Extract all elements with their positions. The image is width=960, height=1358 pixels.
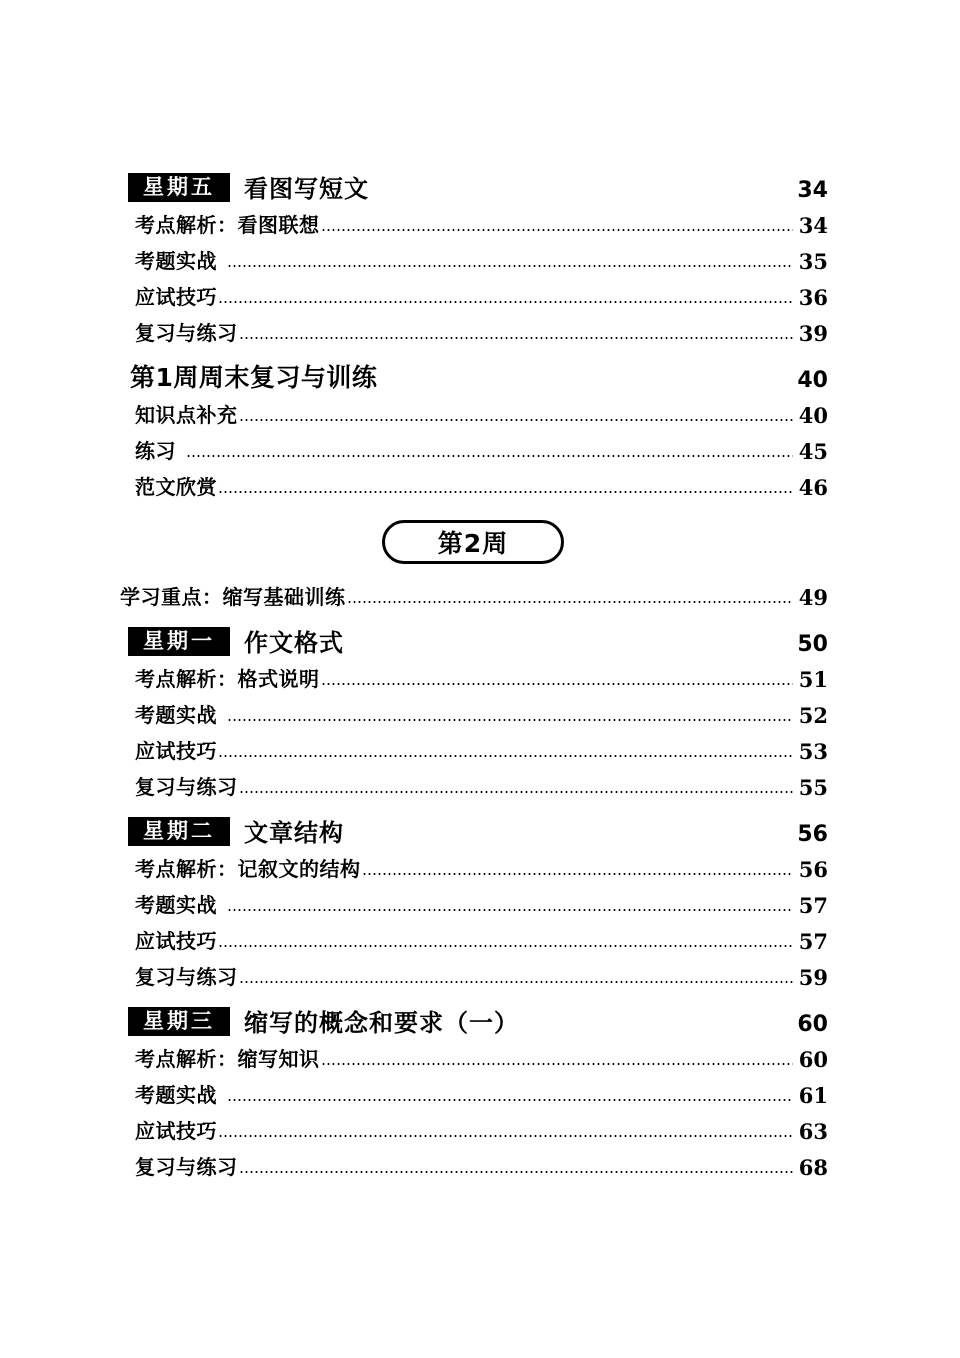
day-badge: 星期一: [128, 627, 230, 656]
toc-entry-row[interactable]: [118, 242, 828, 278]
entry-page-number: 52: [798, 703, 828, 728]
entry-label: 考题实战: [135, 703, 217, 727]
entry-page-number: 40: [798, 403, 828, 428]
entry-label: 练习: [135, 439, 176, 463]
dot-leader: [218, 292, 793, 306]
entry-label: 考题实战: [135, 1083, 217, 1107]
heading-title: 作文格式: [244, 629, 344, 657]
dot-leader: [347, 592, 794, 606]
toc-heading-row[interactable]: [118, 994, 828, 1040]
heading-page-number: 40: [797, 368, 828, 393]
toc-entry-row[interactable]: [118, 468, 828, 504]
week-divider: [118, 520, 828, 564]
dot-leader: [218, 746, 793, 760]
toc-entry-row[interactable]: [118, 922, 828, 958]
toc-heading-row[interactable]: [118, 160, 828, 206]
dot-leader: [239, 1162, 794, 1176]
entry-label: 范文欣赏: [135, 475, 217, 499]
toc-entry-row[interactable]: [118, 1112, 828, 1148]
entry-page-number: 61: [798, 1083, 828, 1108]
toc-entry-row[interactable]: [118, 396, 828, 432]
entry-label: 考点解析：格式说明: [135, 667, 320, 691]
heading-title: 缩写的概念和要求（一）: [244, 1009, 519, 1037]
dot-leader: [227, 256, 793, 270]
toc-entry-row[interactable]: [118, 206, 828, 242]
entry-label: 考点解析：看图联想: [135, 213, 320, 237]
toc-entry-row[interactable]: [118, 314, 828, 350]
entry-page-number: 51: [798, 667, 828, 692]
entry-label: 应试技巧: [135, 285, 217, 309]
dot-leader: [227, 710, 793, 724]
day-badge: 星期三: [128, 1007, 230, 1036]
entry-label: 考点解析：记叙文的结构: [135, 857, 361, 881]
entry-page-number: 35: [798, 249, 828, 274]
entry-label: 应试技巧: [135, 929, 217, 953]
dot-leader: [321, 220, 794, 234]
entry-page-number: 45: [798, 439, 828, 464]
dot-leader: [362, 864, 794, 878]
entry-page-number: 68: [798, 1155, 828, 1180]
entry-label: 应试技巧: [135, 739, 217, 763]
toc-heading-row[interactable]: [118, 614, 828, 660]
dot-leader: [321, 1054, 794, 1068]
entry-page-number: 36: [798, 285, 828, 310]
toc-entry-row[interactable]: [118, 1148, 828, 1184]
toc-entry-row[interactable]: [118, 1040, 828, 1076]
toc-entry-row[interactable]: [118, 768, 828, 804]
heading-page-number: 34: [797, 178, 828, 203]
dot-leader: [239, 410, 794, 424]
dot-leader: [227, 900, 793, 914]
entry-label: 复习与练习: [135, 965, 238, 989]
entry-page-number: 39: [798, 321, 828, 346]
entry-label: 复习与练习: [135, 775, 238, 799]
entry-page-number: 55: [798, 775, 828, 800]
entry-page-number: 56: [798, 857, 828, 882]
entry-page-number: 46: [798, 475, 828, 500]
heading-title: 看图写短文: [244, 175, 369, 203]
heading-title: 文章结构: [244, 819, 344, 847]
dot-leader: [239, 782, 794, 796]
toc-heading-row[interactable]: [118, 350, 828, 396]
toc-entry-row[interactable]: [118, 850, 828, 886]
entry-page-number: 59: [798, 965, 828, 990]
toc-entry-row[interactable]: [118, 886, 828, 922]
toc-entry-row[interactable]: [118, 278, 828, 314]
dot-leader: [218, 936, 793, 950]
table-of-contents: [118, 160, 828, 1184]
toc-entry-row[interactable]: [118, 732, 828, 768]
toc-entry-row[interactable]: [118, 578, 828, 614]
toc-entry-row[interactable]: [118, 696, 828, 732]
entry-page-number: 57: [798, 929, 828, 954]
toc-entry-row[interactable]: [118, 660, 828, 696]
dot-leader: [239, 328, 794, 342]
entry-page-number: 60: [798, 1047, 828, 1072]
entry-label: 学习重点：缩写基础训练: [120, 585, 346, 609]
dot-leader: [218, 482, 793, 496]
toc-heading-row[interactable]: [118, 804, 828, 850]
dot-leader: [227, 1090, 793, 1104]
day-badge: 星期二: [128, 817, 230, 846]
entry-page-number: 53: [798, 739, 828, 764]
entry-page-number: 34: [798, 213, 828, 238]
dot-leader: [218, 1126, 793, 1140]
heading-title: 第1周周末复习与训练: [130, 363, 378, 392]
day-badge: 星期五: [128, 173, 230, 202]
entry-label: 复习与练习: [135, 1155, 238, 1179]
toc-entry-row[interactable]: [118, 432, 828, 468]
dot-leader: [239, 972, 794, 986]
entry-label: 知识点补充: [135, 403, 238, 427]
entry-label: 应试技巧: [135, 1119, 217, 1143]
entry-label: 考点解析：缩写知识: [135, 1047, 320, 1071]
entry-page-number: 63: [798, 1119, 828, 1144]
dot-leader: [321, 674, 794, 688]
entry-label: 复习与练习: [135, 321, 238, 345]
toc-entry-row[interactable]: [118, 958, 828, 994]
entry-label: 考题实战: [135, 893, 217, 917]
heading-page-number: 50: [797, 632, 828, 657]
heading-page-number: 60: [797, 1012, 828, 1037]
entry-page-number: 49: [798, 585, 828, 610]
toc-entry-row[interactable]: [118, 1076, 828, 1112]
dot-leader: [186, 446, 793, 460]
entry-label: 考题实战: [135, 249, 217, 273]
heading-page-number: 56: [797, 822, 828, 847]
week-divider-label: 第2周: [382, 520, 564, 564]
entry-page-number: 57: [798, 893, 828, 918]
